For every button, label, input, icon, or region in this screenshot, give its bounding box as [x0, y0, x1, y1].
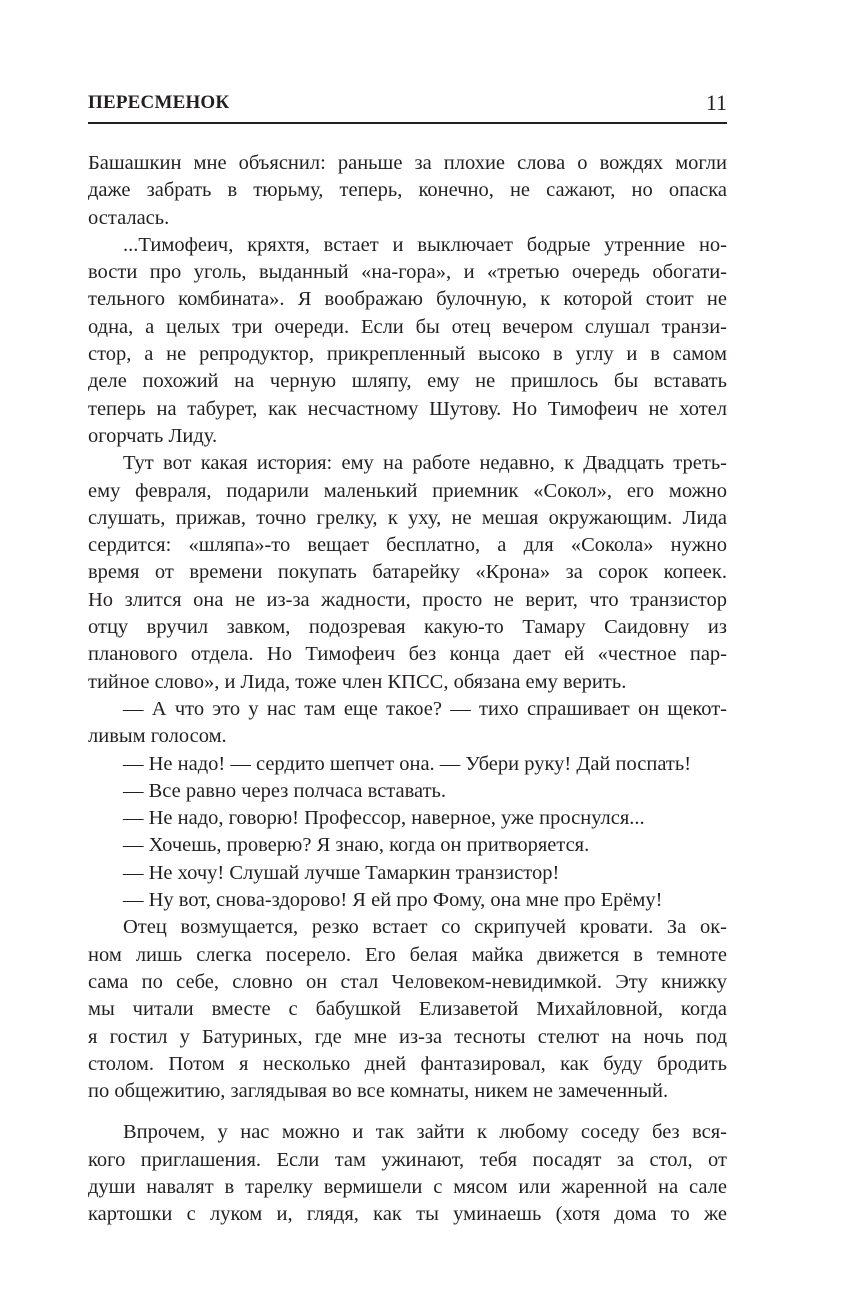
text-line: Отец возмущается, резко встает со скрипучей кровати. За ок-	[123, 916, 727, 939]
paragraph	[88, 232, 727, 450]
text-line: ему февраля, подарили маленький приемник «Сокол», его можно	[88, 479, 727, 502]
text-line: ...Тимофеич, кряхтя, встает и выключает бодрые утренние но-	[123, 233, 727, 256]
body-text	[88, 150, 727, 1229]
text-line: — Ну вот, снова-здорово! Я ей про Фому, она мне про Ерёму!	[123, 889, 663, 912]
text-line: души навалят в тарелку вермишели с мясом или жаренной на сале	[88, 1175, 727, 1198]
text-line: осталась.	[88, 206, 170, 229]
text-line: столом. Потом я несколько дней фантазировал, как буду бродить	[88, 1052, 727, 1075]
text-line: время от времени покупать батарейку «Крона» за сорок копеек.	[88, 561, 727, 584]
text-line: планового отдела. Но Тимофеич без конца дает ей «честное пар-	[88, 643, 727, 666]
text-line: по общежитию, заглядывая во все комнаты, никем не замеченный.	[88, 1080, 669, 1103]
text-line: тельного комбината». Я воображаю булочную, к которой стоит не	[88, 288, 727, 311]
text-line: — Все равно через полчаса вставать.	[123, 779, 447, 802]
paragraph	[88, 832, 727, 859]
text-line: — А что это у нас там еще такое? — тихо спрашивает он щекот-	[123, 697, 727, 720]
text-line: деле похожий на черную шляпу, ему не пришлось бы вставать	[88, 370, 727, 393]
running-header	[88, 88, 727, 124]
text-line: стор, а не репродуктор, прикрепленный высоко в углу и в самом	[88, 343, 727, 366]
paragraph	[88, 696, 727, 751]
paragraph	[88, 805, 727, 832]
text-line: ном лишь слегка посерело. Его белая майка движется в темноте	[88, 943, 727, 966]
text-line: сердится: «шляпа»-то вещает бесплатно, а для «Сокола» нужно	[88, 534, 727, 557]
text-line: тийное слово», и Лида, тоже член КПСС, обязана ему верить.	[88, 670, 627, 693]
text-line: вости про уголь, выданный «на-гора», и «третью очередь обогати-	[88, 261, 727, 284]
text-line: Но злится она не из-за жадности, просто не верит, что транзистор	[88, 588, 727, 611]
text-line: даже забрать в тюрьму, теперь, конечно, не сажают, но опаска	[88, 179, 727, 202]
text-line: сама по себе, словно он стал Человеком-невидимкой. Эту книжку	[88, 970, 727, 993]
text-line: — Не хочу! Слушай лучше Тамаркин транзистор!	[123, 861, 560, 884]
text-line: — Не надо! — сердито шепчет она. — Убери руку! Дай поспать!	[123, 752, 692, 775]
paragraph	[88, 751, 727, 778]
text-line: картошки с луком и, глядя, как ты уминаешь (хотя дома то же	[88, 1203, 727, 1226]
text-line: мы читали вместе с бабушкой Елизаветой Михайловной, когда	[88, 998, 727, 1021]
text-line: одна, а целых три очереди. Если бы отец вечером слушал транзи-	[88, 315, 727, 338]
page-number: 11	[705, 90, 727, 115]
paragraph	[88, 860, 727, 887]
text-line: — Хочешь, проверю? Я знаю, когда он притворяется.	[123, 834, 590, 857]
text-line: я гостил у Батуриных, где мне из-за тесноты стелют на ночь под	[88, 1025, 727, 1048]
text-line: Впрочем, у нас можно и так зайти к любому соседу без вся-	[123, 1121, 727, 1144]
text-line: огорчать Лиду.	[88, 424, 218, 447]
text-line: отцу вручил завком, подозревая какую-то Тамару Саидовну из	[88, 616, 727, 639]
paragraph	[88, 1119, 727, 1228]
paragraph	[88, 887, 727, 914]
paragraph	[88, 778, 727, 805]
text-line: кого приглашения. Если там ужинают, тебя посадят за стол, от	[88, 1148, 727, 1171]
text-line: ливым голосом.	[88, 725, 227, 748]
paragraph	[88, 450, 727, 696]
running-title: ПЕРЕСМЕНОК	[88, 92, 230, 113]
text-line: Тут вот какая история: ему на работе недавно, к Двадцать треть-	[123, 452, 727, 475]
text-line: слушать, прижав, точно грелку, к уху, не мешая окружающим. Лида	[88, 506, 727, 529]
text-line: — Не надо, говорю! Профессор, наверное, уже проснулся...	[123, 807, 645, 830]
paragraph	[88, 914, 727, 1105]
text-line: Башашкин мне объяснил: раньше за плохие слова о вождях могли	[88, 152, 727, 174]
paragraph	[88, 150, 727, 232]
text-line: теперь на табурет, как несчастному Шутову. Но Тимофеич не хотел	[88, 397, 727, 420]
